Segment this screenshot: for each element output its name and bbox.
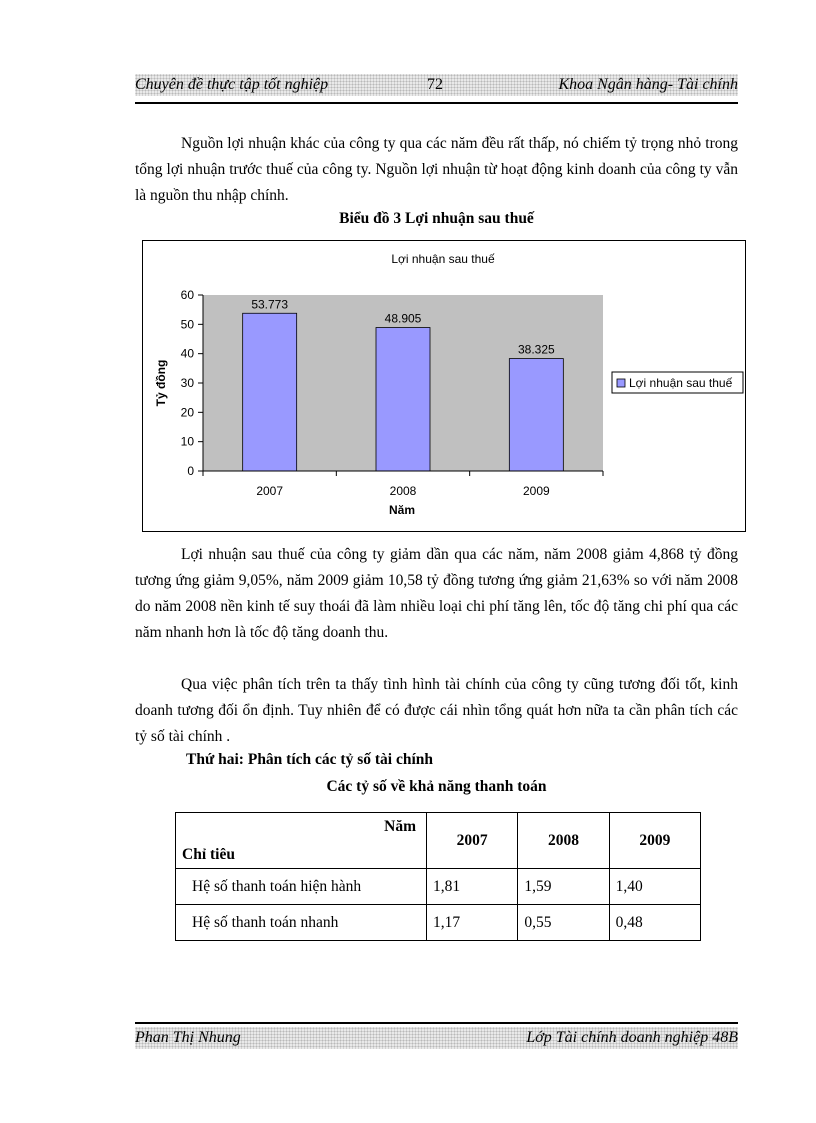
y-axis [181, 288, 203, 478]
chart-caption: Biểu đồ 3 Lợi nhuận sau thuế [339, 210, 534, 227]
paragraph-2: Lợi nhuận sau thuế của công ty giảm dần qua các năm, năm 2008 giảm 4,868 tỷ đồng tương ứng giảm 9,05%, năm 2009 giảm 10,58 tỷ đồng tương ứng giảm 21,63% so với năm 2008 do năm 2008 nền kinh tế suy thoái đã làm nhiều loại chi phí tăng lên, tốc độ tăng chi phí qua các năm nhanh hơn là tốc độ tăng doanh thu. [135, 546, 738, 641]
y-tick-label: 40 [180, 346, 194, 361]
corner-indicator-label: Chỉ tiêu [182, 846, 235, 863]
page-number: 72 [427, 76, 443, 93]
table-cell: 1,59 [518, 869, 609, 905]
x-tick-label: 2007 [256, 484, 284, 498]
table-corner-cell [176, 813, 427, 869]
paragraph-3: Qua việc phân tích trên ta thấy tình hình tài chính của công ty cũng tương đối tốt, kinh doanh tương đối ổn định. Tuy nhiên để có được cái nhìn tổng quát hơn nữa ta cần phân tích các tỷ số tài chính . [135, 676, 738, 745]
chart-title: Lợi nhuận sau thuế [391, 252, 495, 266]
footer-right: Lớp Tài chính doanh nghiệp 48B [526, 1029, 738, 1046]
x-axis-label: Năm [388, 503, 416, 517]
section-heading: Thứ hai: Phân tích các tỷ số tài chính [186, 751, 433, 768]
y-tick-label: 50 [180, 317, 194, 332]
y-tick-label: 20 [180, 405, 194, 420]
header-rule [135, 102, 738, 104]
row-name: Hệ số thanh toán hiện hành [176, 869, 427, 905]
y-tick-label: 60 [180, 288, 194, 302]
legend-label: Lợi nhuận sau thuế [629, 376, 733, 390]
year-header: 2008 [518, 813, 609, 869]
header-left: Chuyên đề thực tập tốt nghiệp [135, 76, 329, 93]
corner-year-label: Năm [384, 818, 416, 835]
y-tick-label: 30 [180, 376, 194, 390]
table-row [176, 905, 701, 941]
bar-value-label: 38.325 [517, 342, 555, 357]
x-tick-label: 2008 [389, 484, 417, 498]
year-header: 2009 [609, 813, 700, 869]
bar-value-label: 53.773 [251, 297, 289, 312]
year-header: 2007 [427, 813, 518, 869]
legend-swatch [617, 379, 625, 387]
y-tick-label: 0 [187, 464, 194, 478]
table-cell: 1,40 [609, 869, 700, 905]
bar-value-label: 48.905 [384, 311, 422, 326]
row-name: Hệ số thanh toán nhanh [176, 905, 427, 941]
x-axis [203, 471, 603, 498]
footer-left: Phan Thị Nhung [135, 1029, 241, 1046]
table-cell: 1,17 [427, 905, 518, 941]
page-footer [135, 1027, 738, 1049]
table-cell: 0,48 [609, 905, 700, 941]
table-cell: 0,55 [518, 905, 609, 941]
x-tick-label: 2009 [522, 484, 550, 498]
y-tick-label: 10 [180, 434, 194, 449]
table-title: Các tỷ số về khả năng thanh toán [326, 778, 547, 795]
table-row [176, 869, 701, 905]
chart-svg [143, 241, 747, 533]
table-cell: 1,81 [427, 869, 518, 905]
footer-rule [135, 1022, 738, 1024]
bar [376, 328, 430, 471]
page-header [135, 74, 738, 96]
header-right: Khoa Ngân hàng- Tài chính [558, 76, 738, 93]
y-axis-label: Tỷ đồng [154, 359, 168, 407]
ratio-table [175, 812, 701, 941]
table-header-row [176, 813, 701, 869]
profit-chart [142, 240, 746, 532]
bar [509, 359, 563, 471]
bar [243, 313, 297, 471]
chart-legend [612, 372, 743, 393]
paragraph-1: Nguồn lợi nhuận khác của công ty qua các năm đều rất thấp, nó chiếm tỷ trọng nhỏ trong tổng lợi nhuận trước thuế của công ty. Nguồn lợi nhuận từ hoạt động kinh doanh của công ty vẫn là nguồn thu nhập chính. [135, 135, 738, 204]
